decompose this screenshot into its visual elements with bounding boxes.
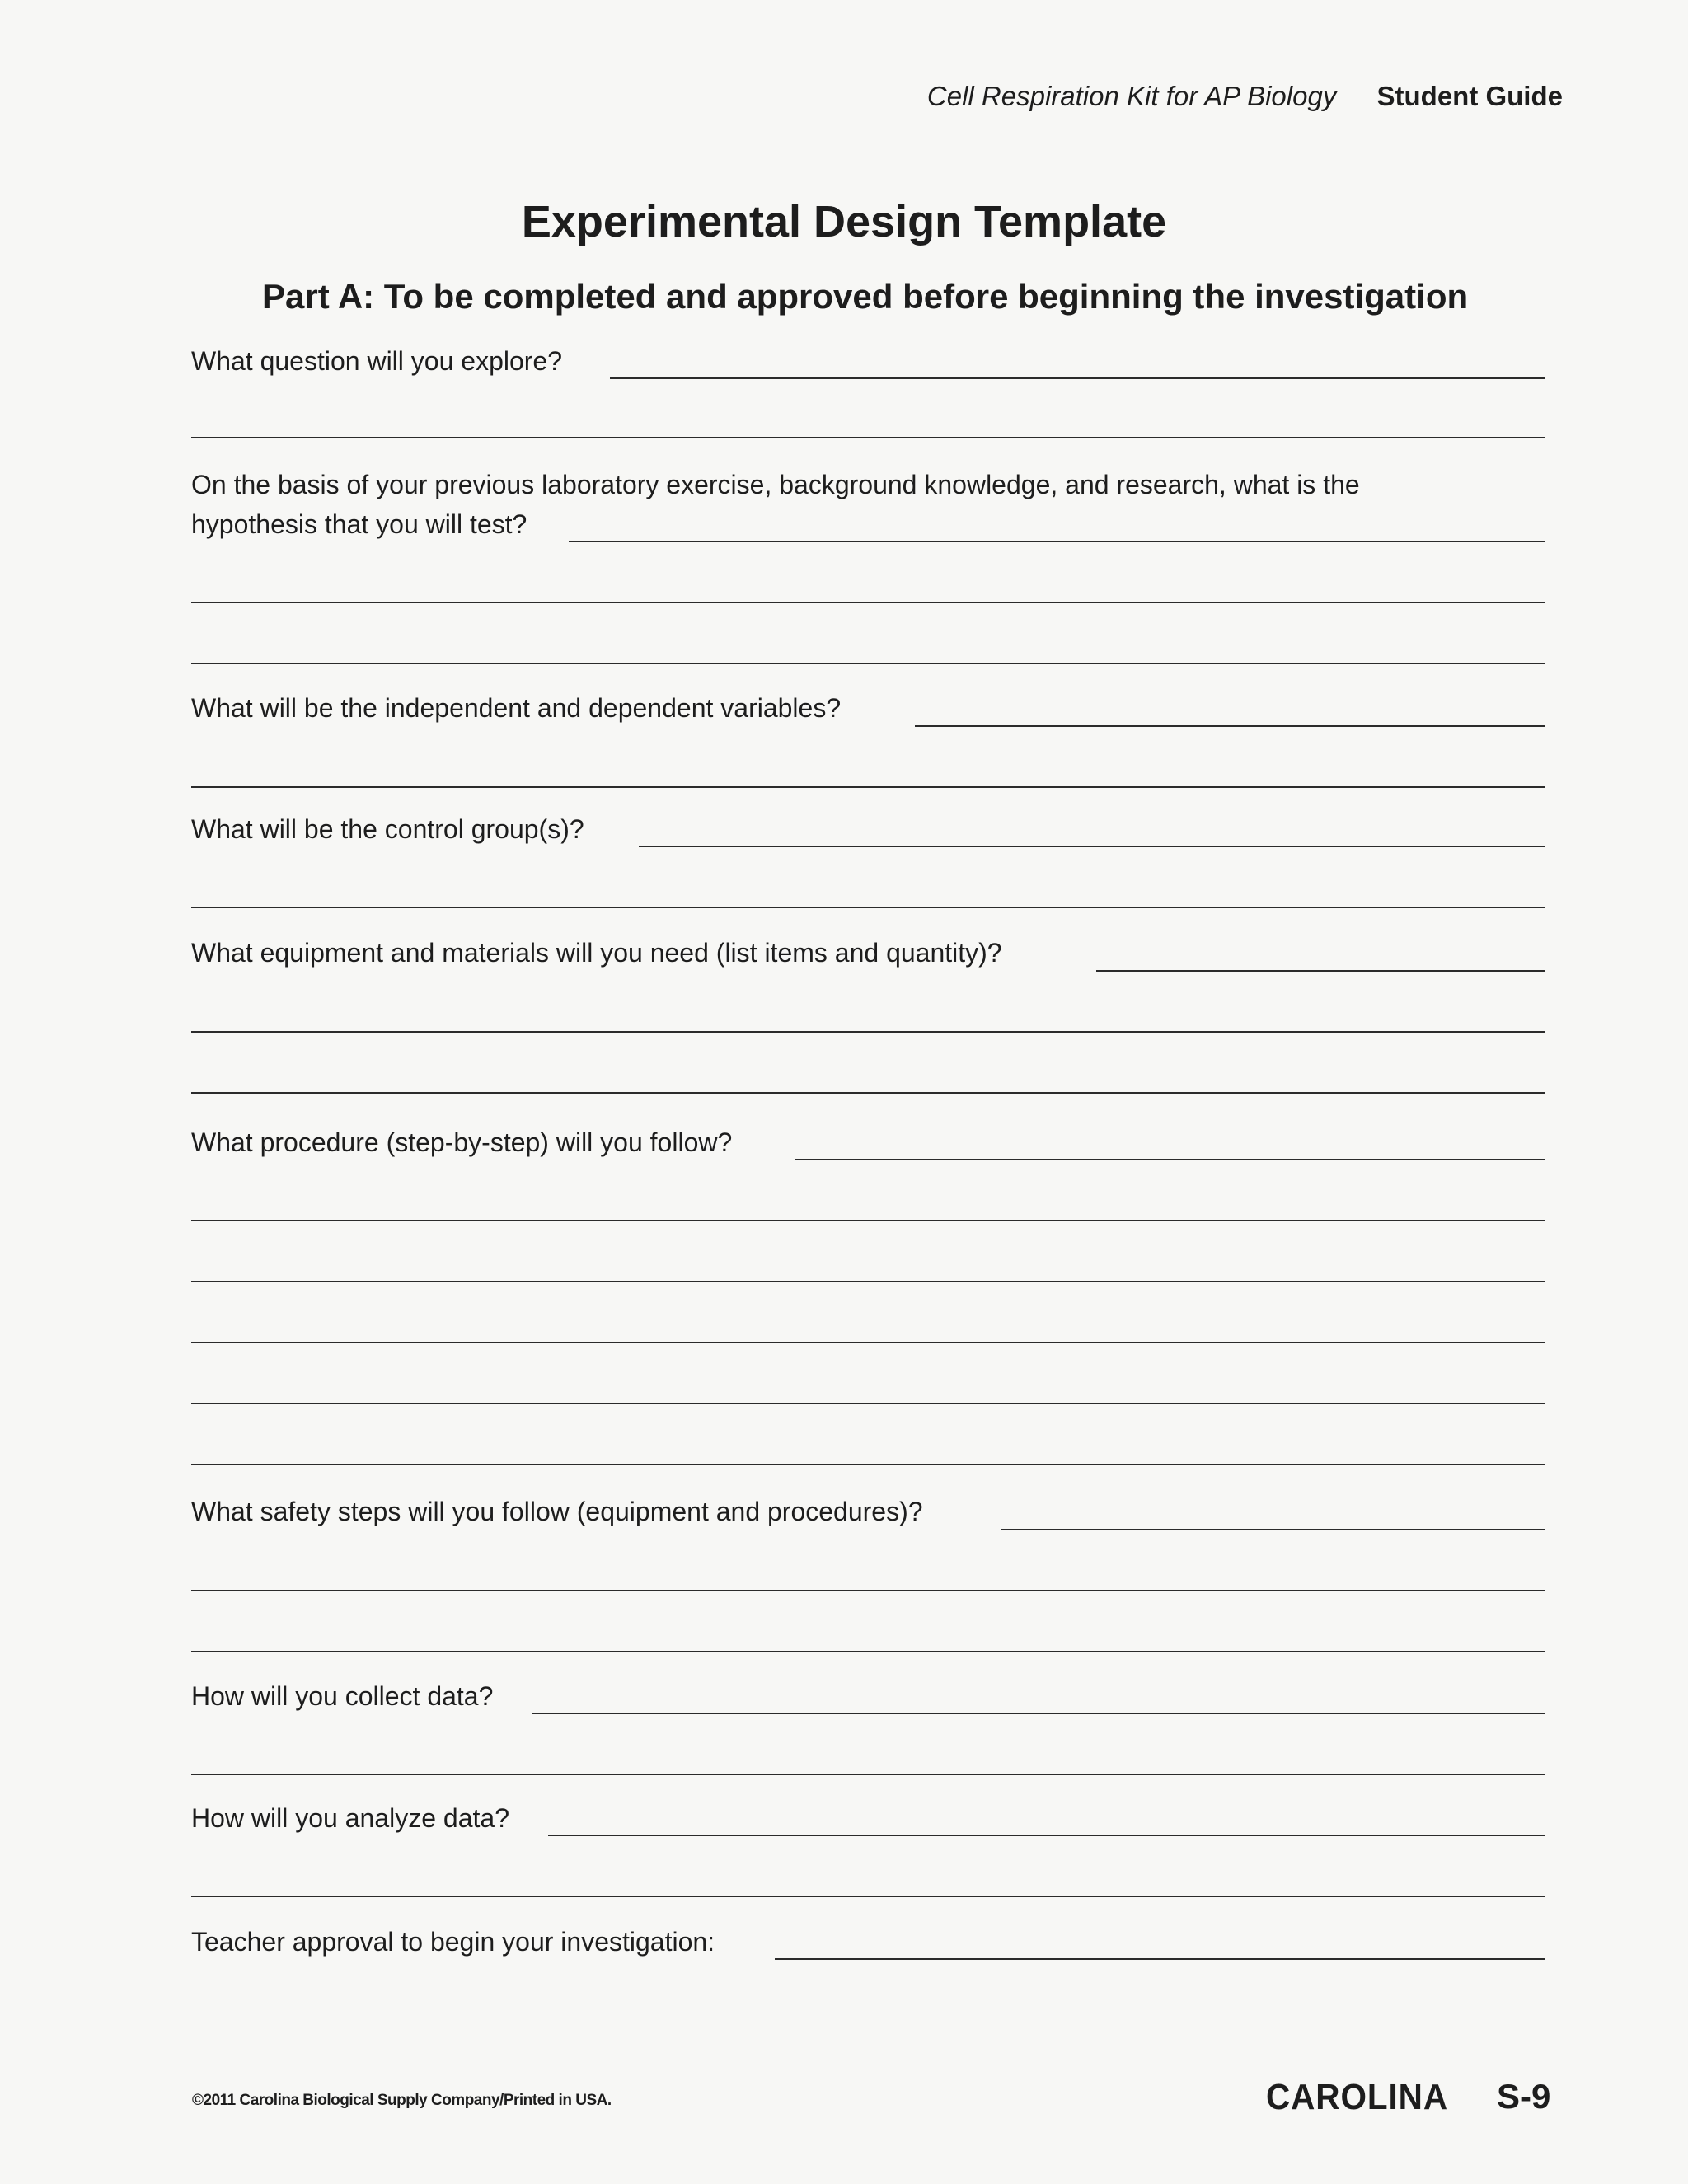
question-explore-answer-line[interactable] — [191, 437, 1545, 438]
procedure-label: What procedure (step-by-step) will you follow? — [191, 1127, 733, 1157]
teacher-approval-signature-line[interactable] — [775, 1958, 1545, 1960]
guide-label: Student Guide — [1376, 81, 1563, 111]
hypothesis-answer-line[interactable] — [569, 541, 1545, 542]
equipment-label: What equipment and materials will you need (list items and quantity)? — [191, 938, 1002, 968]
kit-title: Cell Respiration Kit for AP Biology — [926, 81, 1337, 111]
analyze-data-answer-line[interactable] — [191, 1896, 1545, 1897]
control-group-label: What will be the control group(s)? — [191, 814, 584, 844]
procedure-answer-line[interactable] — [191, 1464, 1545, 1465]
hypothesis-answer-line[interactable] — [191, 602, 1545, 603]
safety-answer-line[interactable] — [191, 1651, 1545, 1652]
teacher-approval-label: Teacher approval to begin your investigation: — [191, 1927, 715, 1957]
safety-answer-line[interactable] — [1001, 1529, 1545, 1530]
procedure-answer-line[interactable] — [191, 1342, 1545, 1343]
control-group-answer-line[interactable] — [639, 846, 1545, 847]
safety-label: What safety steps will you follow (equipment and procedures)? — [191, 1497, 923, 1526]
collect-data-label: How will you collect data? — [191, 1681, 494, 1711]
part-a-heading: Part A: To be completed and approved before beginning the investigation — [262, 277, 1469, 316]
procedure-answer-line[interactable] — [191, 1281, 1545, 1282]
equipment-answer-line[interactable] — [191, 1031, 1545, 1033]
equipment-answer-line[interactable] — [191, 1092, 1545, 1094]
procedure-answer-line[interactable] — [191, 1220, 1545, 1221]
variables-answer-line[interactable] — [191, 786, 1545, 788]
analyze-data-label: How will you analyze data? — [191, 1803, 509, 1833]
variables-label: What will be the independent and dependent variables? — [191, 693, 842, 723]
safety-answer-line[interactable] — [191, 1590, 1545, 1591]
question-explore-answer-line[interactable] — [610, 377, 1545, 379]
analyze-data-answer-line[interactable] — [548, 1835, 1545, 1836]
running-header — [927, 81, 1563, 112]
control-group-answer-line[interactable] — [191, 907, 1545, 908]
hypothesis-answer-line[interactable] — [191, 663, 1545, 664]
collect-data-answer-line[interactable] — [191, 1774, 1545, 1775]
variables-answer-line[interactable] — [915, 725, 1545, 727]
page-number: S-9 — [1497, 2077, 1551, 2116]
hypothesis-label-line2: hypothesis that you will test? — [191, 509, 528, 539]
page-title: Experimental Design Template — [521, 197, 1167, 246]
copyright-notice: ©2011 Carolina Biological Supply Company/Printed in USA. — [192, 2092, 612, 2109]
hypothesis-label-line1: On the basis of your previous laboratory exercise, background knowledge, and research, what is the — [191, 470, 1360, 499]
procedure-answer-line[interactable] — [795, 1159, 1545, 1160]
collect-data-answer-line[interactable] — [532, 1713, 1545, 1714]
equipment-answer-line[interactable] — [1096, 970, 1545, 972]
carolina-logo: CAROLINA — [1266, 2077, 1448, 2117]
question-explore-label: What question will you explore? — [191, 346, 563, 376]
procedure-answer-line[interactable] — [191, 1403, 1545, 1404]
